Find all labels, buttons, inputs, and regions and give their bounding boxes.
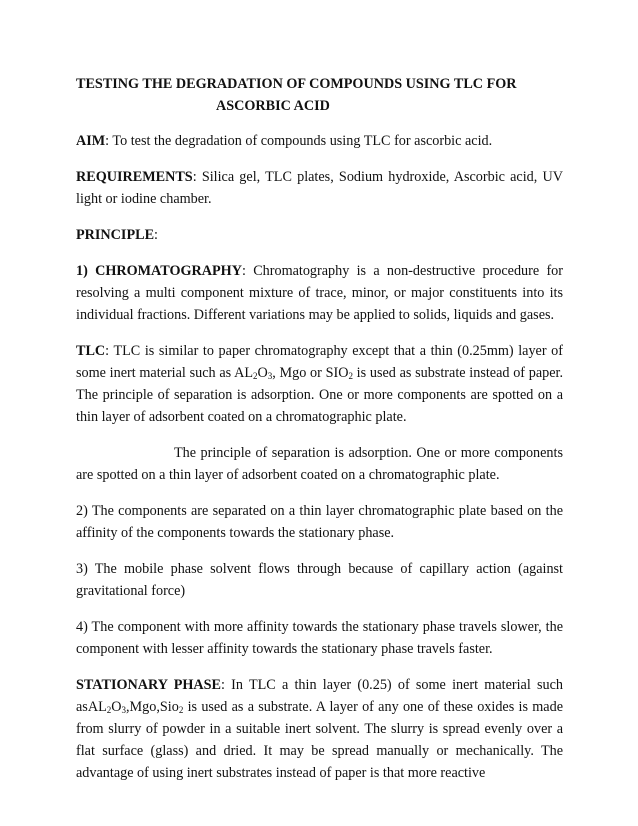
title-line-2: ASCORBIC ACID <box>216 98 330 114</box>
stationary-phase-paragraph <box>76 674 563 784</box>
point-2-paragraph: 2) The components are separated on a thin layer chromatographic plate based on the affinity of the components towards the stationary phase. <box>76 503 563 541</box>
principle-heading <box>76 224 563 246</box>
stationary-text-a: : In TLC a thin layer (0.25) of some inert material such asAL <box>76 677 563 715</box>
stationary-text-d: is used as a substrate. A layer of any one of these oxides is made from slurry of powder in a suitable inert solvent. The slurry is spread evenly over a flat surface (glass) and dried. It may be spread manually or mechanically. The advantage of using inert substrates instead of paper is that more reactive <box>76 699 563 781</box>
principle-label: PRINCIPLE <box>76 227 155 243</box>
tlc-sub-b: 3 <box>267 371 273 381</box>
tlc-sub-a: 2 <box>253 371 258 381</box>
tlc-sub-c: 2 <box>348 371 353 381</box>
stationary-sub-c: 2 <box>178 705 184 715</box>
stationary-text-b: O <box>111 699 122 715</box>
aim-label: AIM <box>76 133 106 149</box>
tlc-label: TLC <box>76 343 106 359</box>
stationary-sub-a: 2 <box>106 705 112 715</box>
principle-colon: : <box>154 227 158 243</box>
principle-repeat-paragraph <box>76 442 563 486</box>
requirements-paragraph <box>76 166 563 210</box>
aim-text: : To test the degradation of compounds using TLC for ascorbic acid. <box>105 133 493 149</box>
chromatography-text: : Chromatography is a non-destructive procedure for resolving a multi component mixture of trace, minor, or major constituents into its individual fractions. Different variations may be applied to solids, liquids and gases. <box>76 263 563 323</box>
point-4-paragraph: 4) The component with more affinity towards the stationary phase travels slower, the component with lesser affinity towards the stationary phase travels faster. <box>76 619 563 657</box>
tlc-text-b: O <box>257 365 268 381</box>
requirements-label: REQUIREMENTS <box>76 169 193 185</box>
aim-paragraph <box>76 130 563 152</box>
stationary-phase-label: STATIONARY PHASE <box>76 677 221 693</box>
principle-repeat-text: The principle of separation is adsorption. One or more components are spotted on a thin layer of adsorbent coated on a chromatographic plate. <box>76 445 563 483</box>
point-3-paragraph: 3) The mobile phase solvent flows through because of capillary action (against gravitational force) <box>76 561 563 599</box>
title-line-1: TESTING THE DEGRADATION OF COMPOUNDS USING TLC FOR <box>76 76 517 92</box>
tlc-text-d: is used as substrate instead of paper. The principle of separation is adsorption. One or more components are spotted on a thin layer of adsorbent coated on a chromatographic plate. <box>76 365 563 425</box>
stationary-text-c: ,Mgo,Sio <box>125 699 179 715</box>
tlc-text-a: : TLC is similar to paper chromatography except that a thin (0.25mm) layer of some inert material such as AL <box>76 343 563 381</box>
chromatography-paragraph <box>76 260 563 326</box>
tlc-paragraph <box>76 340 563 428</box>
tlc-text-c: , Mgo or SIO <box>272 365 349 381</box>
document-body <box>76 73 563 784</box>
requirements-text: : Silica gel, TLC plates, Sodium hydroxide, Ascorbic acid, UV light or iodine chamber. <box>76 169 563 207</box>
chromatography-label: 1) CHROMATOGRAPHY <box>76 263 242 279</box>
stationary-sub-b: 3 <box>121 705 126 715</box>
